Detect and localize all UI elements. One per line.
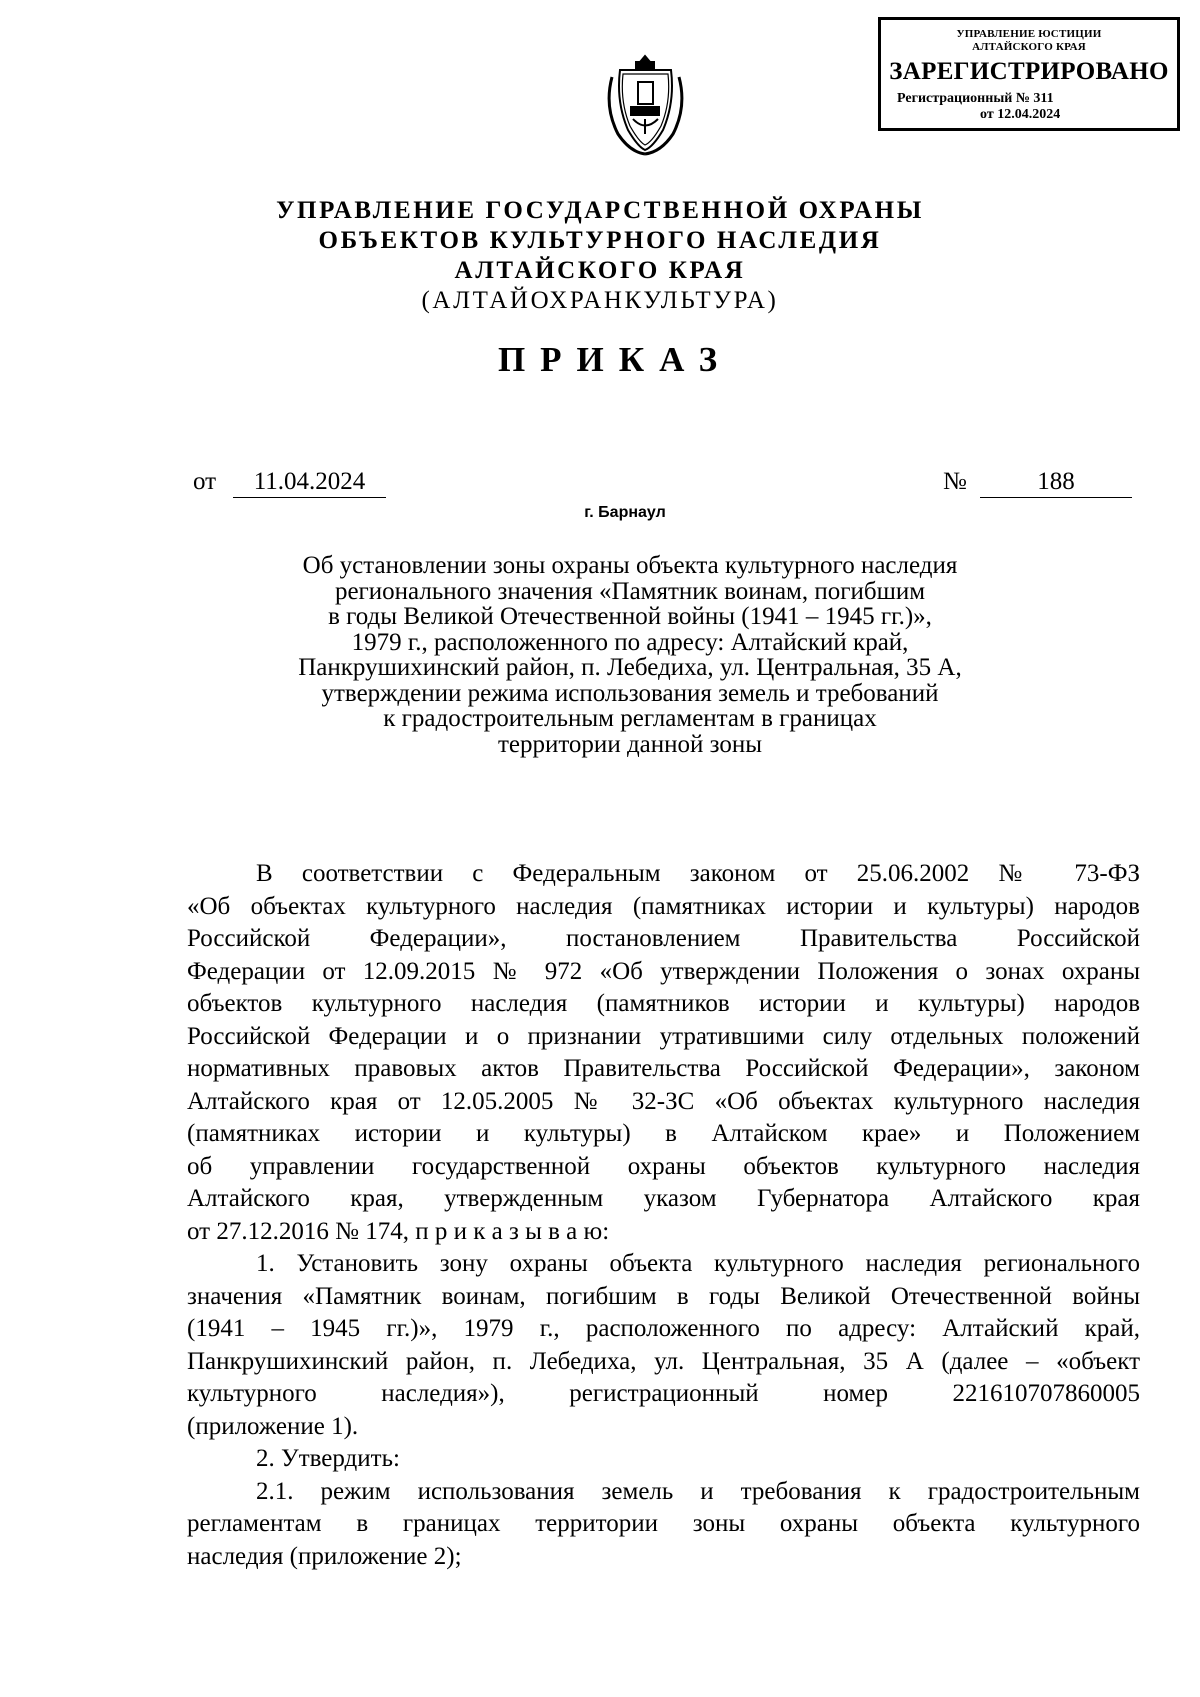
body-line: Панкрушихинский район, п. Лебедиха, ул. Центральная, 35 А (далее – «объект (187, 1347, 1140, 1375)
org-name-line3: АЛТАЙСКОГО КРАЯ (454, 257, 746, 284)
city-name: г. Барнаул (584, 504, 666, 521)
body-line: наследия (приложение 2); (187, 1542, 462, 1570)
subject-line: территории данной зоны (497, 730, 763, 758)
subject-line: к градостроительным регламентам в границах (383, 705, 877, 732)
subject-line: в годы Великой Отечественной войны (1941 – 1945 гг.)», (328, 603, 932, 630)
stamp-reg-number: Регистрационный № 311 (897, 91, 1054, 106)
order-date: 11.04.2024 (233, 468, 386, 498)
coat-of-arms-icon (598, 52, 693, 157)
subject-line: Об установлении зоны охраны объекта культурного наследия (302, 552, 958, 579)
number-label: № (943, 468, 967, 495)
org-name-line2: ОБЪЕКТОВ КУЛЬТУРНОГО НАСЛЕДИЯ (318, 227, 882, 254)
subject-line: Панкрушихинский район, п. Лебедиха, ул. Центральная, 35 А, (298, 654, 962, 681)
org-name-line1: УПРАВЛЕНИЕ ГОСУДАРСТВЕННОЙ ОХРАНЫ (276, 197, 924, 224)
document-type-title: ПРИКАЗ (497, 340, 733, 379)
body-line: Алтайского края, утвержденным указом Губернатора Алтайского края (187, 1185, 1140, 1212)
stamp-org-line1: УПРАВЛЕНИЕ ЮСТИЦИИ (956, 28, 1102, 40)
body-line: «Об объектах культурного наследия (памятниках истории и культуры) народов (187, 892, 1140, 920)
body-line: Алтайского края от 12.05.2005 № 32-ЗС «Об объектах культурного наследия (187, 1087, 1140, 1115)
body-line: 1. Установить зону охраны объекта культурного наследия регионального (256, 1250, 1140, 1277)
body-line: об управлении государственной охраны объектов культурного наследия (187, 1152, 1140, 1180)
body-line: Федерации от 12.09.2015 № 972 «Об утверждении Положения о зонах охраны (187, 957, 1140, 985)
order-subject (200, 553, 1060, 757)
stamp-reg-date: от 12.04.2024 (980, 107, 1061, 122)
registration-stamp (878, 17, 1180, 131)
subject-line: 1979 г., расположенного по адресу: Алтайский край, (351, 628, 909, 656)
body-line: (приложение 1). (187, 1412, 359, 1440)
body-line: культурного наследия»), регистрационный номер 221610707860005 (187, 1380, 1140, 1407)
organization-header (0, 196, 1200, 316)
order-number: 188 (980, 468, 1132, 498)
body-line: регламентам в границах территории зоны охраны объекта культурного (187, 1510, 1140, 1537)
body-line: нормативных правовых актов Правительства Российской Федерации», законом (187, 1055, 1140, 1082)
body-line: Российской Федерации и о признании утратившими силу отдельных положений (187, 1022, 1140, 1050)
body-line: 2. Утвердить: (256, 1445, 400, 1472)
subject-line: регионального значения «Памятник воинам, погибшим (334, 577, 926, 605)
subject-line: утверждении режима использования земель и требований (321, 679, 939, 707)
body-line: 2.1. режим использования земель и требования к градостроительным (256, 1477, 1140, 1505)
date-label: от (193, 468, 217, 495)
stamp-title: ЗАРЕГИСТРИРОВАНО (889, 58, 1169, 85)
body-line: объектов культурного наследия (памятников истории и культуры) народов (187, 990, 1140, 1017)
order-body (187, 858, 1140, 1573)
body-line: (1941 – 1945 гг.)», 1979 г., расположенного по адресу: Алтайский край, (187, 1315, 1140, 1342)
body-line: Российской Федерации», постановлением Правительства Российской (187, 925, 1140, 952)
body-line: (памятниках истории и культуры) в Алтайском крае» и Положением (187, 1120, 1140, 1147)
stamp-org-line2: АЛТАЙСКОГО КРАЯ (972, 41, 1086, 53)
body-line: от 27.12.2016 № 174, п р и к а з ы в а ю: (187, 1217, 610, 1245)
org-abbreviation: (АЛТАЙОХРАНКУЛЬТУРА) (421, 287, 779, 314)
body-line: В соответствии с Федеральным законом от 25.06.2002 № 73-ФЗ (256, 860, 1140, 887)
body-line: значения «Памятник воинам, погибшим в годы Великой Отечественной войны (187, 1282, 1140, 1310)
